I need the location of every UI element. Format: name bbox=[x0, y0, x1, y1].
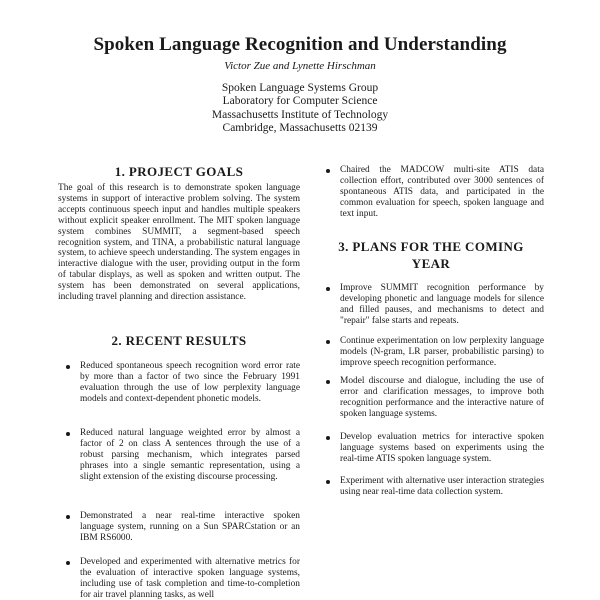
list-item-text: Continue experimentation on low perplexity language models (N-gram, LR parser, probabilistic parsing) to improve speech recognition performance. bbox=[340, 336, 544, 368]
affiliation-line: Laboratory for Computer Science bbox=[222, 95, 378, 108]
bullet-icon bbox=[326, 287, 330, 291]
affiliation-line: Spoken Language Systems Group bbox=[221, 82, 379, 94]
section-heading-project-goals: 1. PROJECT GOALS bbox=[114, 164, 244, 179]
list-item-text: Improve SUMMIT recognition performance by developing phonetic and language models for silence and filled pauses, and mechanisms to detect and "repair" false starts and repeats. bbox=[340, 283, 544, 326]
bullet-icon bbox=[326, 436, 330, 440]
project-goals-text: The goal of this research is to demonstrate spoken language systems in support of interactive problem solving. The system accepts continuous speech input and handles multiple speakers without explicit speaker enrollment. The MIT spoken language system combines SUMMIT, a segment-based speech recognition system, and TINA, a probabilistic natural language system, to achieve speech understanding. The system engages in interactive dialogue with the user, providing output in the form of tabular displays, as well as spoken and written output. The system has been demonstrated on several applications, including travel planning and direction assistance. bbox=[58, 183, 300, 303]
list-item-text: Develop evaluation metrics for interactive spoken language systems based on experiments using the real-time ATIS spoken language system. bbox=[340, 432, 544, 464]
bullet-icon bbox=[326, 480, 330, 484]
list-item-text: Reduced spontaneous speech recognition word error rate by more than a factor of two since the February 1991 evaluation through the use of low perplexity language models and context-dependent phonetic models. bbox=[80, 361, 300, 404]
affiliation-block bbox=[0, 82, 600, 135]
bullet-icon bbox=[66, 432, 70, 436]
list-item-text: Chaired the MADCOW multi-site ATIS data collection effort, contributed over 3000 sentences of spontaneous ATIS data, and participated in the common evaluation for speech, spoken language and text input. bbox=[340, 165, 544, 219]
list-item-text: Demonstrated a near real-time interactive spoken language system, running on a Sun SPARCstation or an IBM RS6000. bbox=[80, 511, 300, 543]
section-heading-recent-results: 2. RECENT RESULTS bbox=[111, 333, 247, 348]
bullet-icon bbox=[326, 340, 330, 344]
affiliation-line: Massachusetts Institute of Technology bbox=[211, 108, 389, 121]
bullet-icon bbox=[66, 561, 70, 565]
bullet-icon bbox=[326, 380, 330, 384]
bullet-icon bbox=[326, 169, 330, 173]
paper-title: Spoken Language Recognition and Understanding bbox=[93, 34, 507, 55]
bullet-icon bbox=[66, 515, 70, 519]
list-item-text: Experiment with alternative user interaction strategies using near real-time data collection system. bbox=[340, 476, 544, 497]
section-heading-plans: 3. PLANS FOR THE COMING YEAR bbox=[338, 239, 524, 271]
list-item-text: Reduced natural language weighted error by almost a factor of 2 on class A sentences through the use of a robust parsing mechanism, which integrates parsed phrases into a single semantic representation, using a slight extension of the existing discourse processing. bbox=[80, 428, 300, 482]
bullet-icon bbox=[66, 365, 70, 369]
affiliation-line: Cambridge, Massachusetts 02139 bbox=[222, 121, 378, 134]
list-item-text: Model discourse and dialogue, including the use of error and clarification messages, to improve both recognition performance and the interactive nature of spoken language systems. bbox=[340, 376, 544, 419]
paper-authors: Victor Zue and Lynette Hirschman bbox=[224, 60, 376, 72]
list-item-text: Developed and experimented with alternative metrics for the evaluation of interactive spoken language systems, including use of task completion and time-to-completion for air travel planning tasks, as well bbox=[80, 557, 300, 600]
